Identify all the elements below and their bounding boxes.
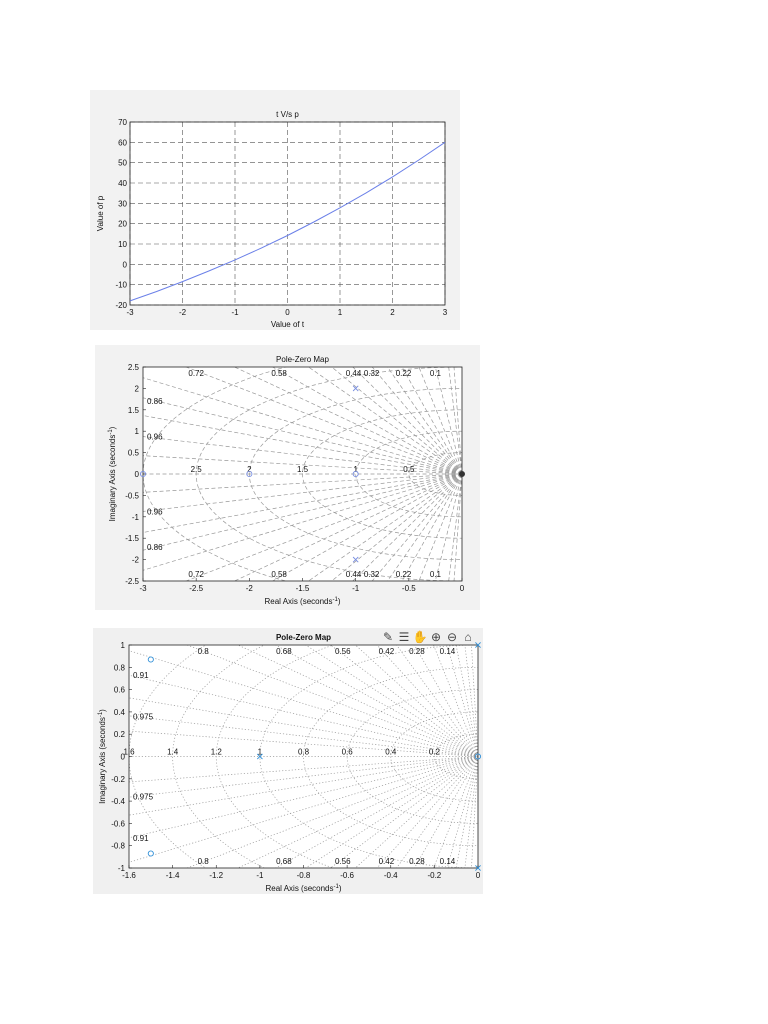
x-tick-label: 0 xyxy=(459,584,465,593)
y-tick-label: 10 xyxy=(118,240,127,249)
y-tick-label: -0.4 xyxy=(111,797,125,807)
damping-label: 0.1 xyxy=(429,570,441,579)
x-tick-label: -1.2 xyxy=(209,871,224,880)
x-tick-label: -2 xyxy=(178,308,187,317)
y-tick-label: 30 xyxy=(118,199,127,209)
damping-label: 0.58 xyxy=(271,570,287,579)
frequency-label: 0.6 xyxy=(341,747,353,757)
damping-label: 0.96 xyxy=(147,507,163,517)
legend-icon[interactable]: ☰ xyxy=(398,630,410,644)
x-tick-label: 3 xyxy=(442,308,448,317)
damping-label: 0.44 xyxy=(345,570,362,579)
y-axis-label: Imaginary Axis (seconds$^{-1}$) xyxy=(108,426,117,522)
damping-label: 0.72 xyxy=(188,570,204,579)
x-tick-label: 0 xyxy=(285,308,290,317)
x-tick-label: -0.4 xyxy=(383,871,398,880)
y-tick-label: -2 xyxy=(131,555,139,565)
y-tick-label: 1 xyxy=(120,641,125,650)
damping-label: 0.56 xyxy=(334,857,351,866)
x-tick-label: -1.4 xyxy=(165,871,180,880)
y-tick-label: 1 xyxy=(134,427,139,437)
brush-icon[interactable]: ✎ xyxy=(382,630,394,644)
y-tick-label: -0.8 xyxy=(111,841,125,851)
damping-label: 0.68 xyxy=(276,647,292,656)
damping-label: 0.8 xyxy=(197,647,209,656)
frequency-label: 1.2 xyxy=(210,747,222,757)
y-axis-label: Value of p xyxy=(96,195,105,232)
y-tick-label: 1.5 xyxy=(127,405,139,415)
frequency-label: 0.8 xyxy=(297,747,310,757)
y-tick-label: -1 xyxy=(117,864,125,873)
damping-label: 0.1 xyxy=(429,369,441,378)
damping-label: 0.975 xyxy=(133,792,154,802)
frequency-label: 2.5 xyxy=(190,465,202,474)
x-tick-label: -0.5 xyxy=(401,584,416,593)
y-tick-label: -0.2 xyxy=(111,774,125,784)
chart-title: Pole-Zero Map xyxy=(275,633,332,642)
y-tick-label: -20 xyxy=(115,301,127,310)
y-tick-label: 0.6 xyxy=(113,685,125,695)
y-tick-label: -1 xyxy=(131,512,139,522)
x-tick-label: -1.5 xyxy=(295,584,310,593)
damping-label: 0.68 xyxy=(276,857,292,866)
damping-label: 0.86 xyxy=(147,397,163,407)
damping-label: 0.91 xyxy=(133,833,149,843)
frequency-label: 0.5 xyxy=(403,465,415,474)
damping-label: 0.28 xyxy=(409,857,425,866)
damping-label: 0.975 xyxy=(133,712,154,722)
frequency-label: 1.6 xyxy=(123,747,135,757)
y-tick-label: 70 xyxy=(118,118,127,127)
damping-label: 0.22 xyxy=(395,369,412,378)
damping-label: 0.28 xyxy=(409,647,425,656)
damping-label: 0.14 xyxy=(439,647,456,656)
origin-marker xyxy=(460,472,465,477)
y-tick-label: -2.5 xyxy=(125,577,139,586)
y-tick-label: 0.4 xyxy=(113,707,125,717)
x-tick-label: -0.8 xyxy=(296,871,311,880)
x-axis-label: Real Axis (seconds$^{-1}$) xyxy=(265,884,342,893)
x-axis-label: Value of t xyxy=(270,320,305,329)
damping-label: 0.8 xyxy=(197,857,209,866)
y-tick-label: 0.8 xyxy=(113,663,125,673)
y-tick-label: 2 xyxy=(134,384,139,394)
y-axis-label: Imaginary Axis (seconds$^{-1}$) xyxy=(98,709,107,804)
y-tick-label: 50 xyxy=(118,158,127,168)
chart-title: Pole-Zero Map xyxy=(276,355,329,364)
frequency-label: 1 xyxy=(257,747,263,757)
pole-zero-map-figure-2 xyxy=(93,628,483,894)
y-tick-label: 2.5 xyxy=(127,363,139,372)
damping-label: 0.42 xyxy=(378,647,395,656)
y-tick-label: -10 xyxy=(115,280,127,290)
zoom-in-icon[interactable]: ⊕ xyxy=(430,630,442,644)
zoom-out-icon[interactable]: ⊖ xyxy=(446,630,458,644)
y-tick-label: 0 xyxy=(120,752,125,762)
x-tick-label: -1 xyxy=(231,308,239,317)
x-tick-label: -2.5 xyxy=(189,584,204,593)
damping-label: 0.22 xyxy=(395,570,412,579)
x-tick-label: -3 xyxy=(139,584,147,593)
damping-label: 0.32 xyxy=(363,369,380,378)
damping-label: 0.91 xyxy=(133,671,149,681)
line-chart-figure xyxy=(90,90,460,330)
damping-label: 0.96 xyxy=(147,432,163,442)
frequency-label: 1 xyxy=(353,465,358,474)
pole-zero-map-1 xyxy=(95,345,480,610)
damping-label: 0.32 xyxy=(363,570,380,579)
figure-toolbar xyxy=(381,630,475,646)
x-tick-label: -1.6 xyxy=(122,871,136,880)
y-tick-label: 0 xyxy=(122,260,127,270)
line-chart xyxy=(90,90,460,330)
x-tick-label: -1 xyxy=(256,871,264,880)
x-tick-label: -1 xyxy=(352,584,360,593)
pole-zero-map-2 xyxy=(93,628,483,894)
frequency-label: 0.4 xyxy=(385,747,397,757)
y-tick-label: 40 xyxy=(118,179,127,188)
y-tick-label: -1.5 xyxy=(125,534,139,544)
damping-label: 0.56 xyxy=(334,647,351,656)
x-tick-label: 1 xyxy=(337,308,343,317)
pole-zero-map-figure-1 xyxy=(95,345,480,610)
frequency-label: 1.4 xyxy=(167,747,179,757)
grid-group xyxy=(0,219,768,1024)
x-tick-label: -0.6 xyxy=(340,871,355,880)
damping-label: 0.44 xyxy=(345,369,362,378)
y-tick-label: 0.5 xyxy=(127,448,139,458)
frequency-label: 1.5 xyxy=(296,465,309,474)
pan-icon[interactable]: ✋ xyxy=(412,630,428,644)
damping-label: 0.14 xyxy=(439,857,456,866)
x-tick-label: 0 xyxy=(475,871,481,880)
x-tick-label: -3 xyxy=(126,308,134,317)
y-tick-label: 0 xyxy=(134,470,139,479)
x-tick-label: -0.2 xyxy=(427,871,442,880)
damping-label: 0.72 xyxy=(188,369,204,378)
x-tick-label: -2 xyxy=(245,584,253,593)
frequency-label: 0.2 xyxy=(428,747,440,757)
y-tick-label: 0.2 xyxy=(113,730,125,740)
damping-label: 0.58 xyxy=(271,369,287,378)
home-icon[interactable]: ⌂ xyxy=(464,630,472,644)
damping-label: 0.86 xyxy=(147,542,163,552)
y-tick-label: 60 xyxy=(118,138,127,148)
y-tick-label: -0.5 xyxy=(125,491,139,501)
damping-label: 0.42 xyxy=(378,857,395,866)
x-tick-label: 2 xyxy=(390,308,395,317)
x-axis-label: Real Axis (seconds$^{-1}$) xyxy=(264,597,341,606)
y-tick-label: 20 xyxy=(118,219,127,229)
chart-title: t V/s p xyxy=(276,110,299,119)
y-tick-label: -0.6 xyxy=(111,819,125,829)
frequency-label: 2 xyxy=(247,465,252,474)
